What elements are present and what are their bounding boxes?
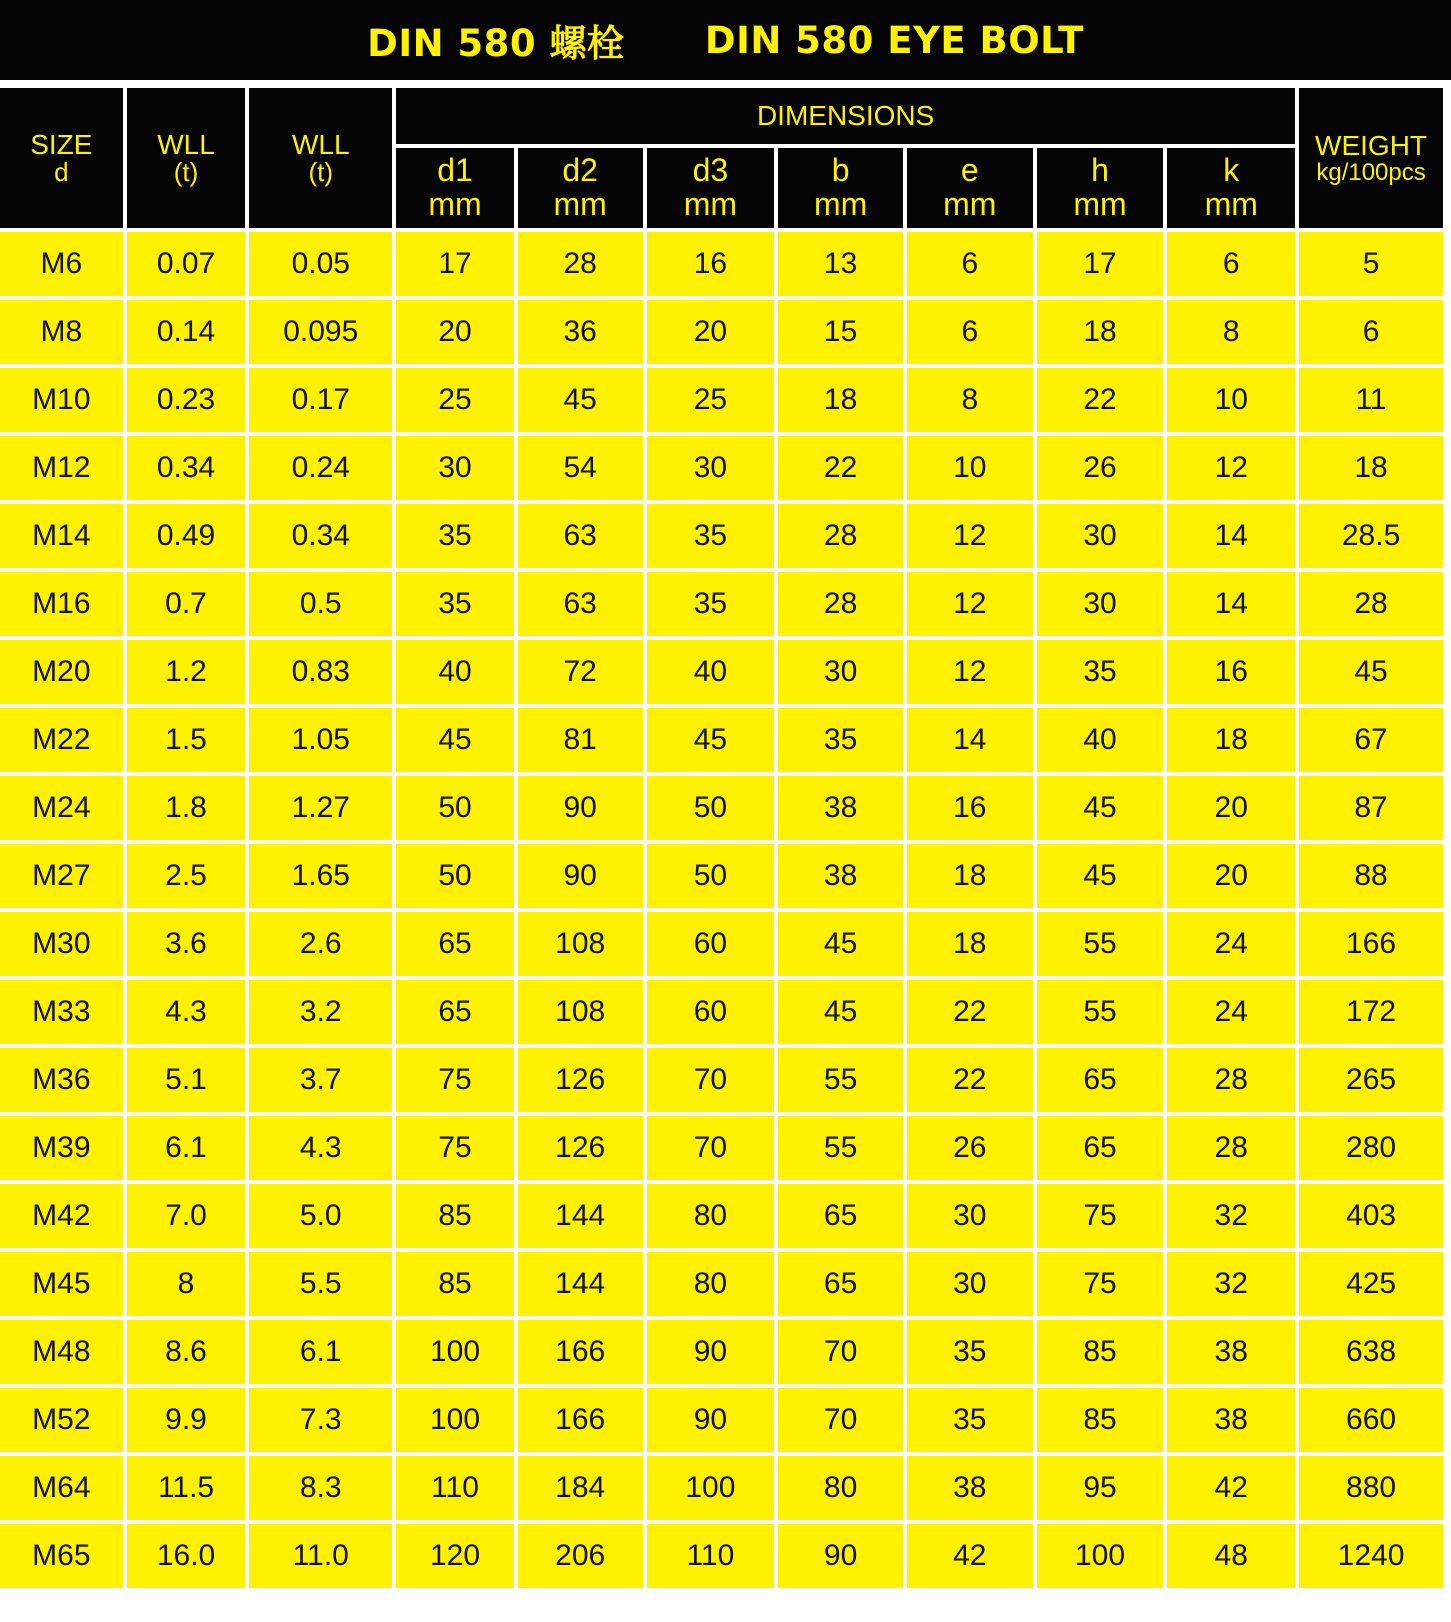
cell-d3: 80: [647, 1184, 775, 1248]
cell-size: M64: [0, 1456, 123, 1520]
header-d1: d1 mm: [396, 148, 514, 228]
table-row: [0, 640, 1443, 704]
cell-weight: 660: [1299, 1388, 1443, 1452]
cell-k: 24: [1167, 912, 1295, 976]
cell-wll-1: 0.07: [127, 232, 246, 296]
table-row: [0, 1252, 1443, 1316]
cell-b: 28: [778, 572, 903, 636]
cell-h: 55: [1037, 980, 1164, 1044]
cell-size: M20: [0, 640, 123, 704]
cell-size: M10: [0, 368, 123, 432]
table-row: [0, 776, 1443, 840]
cell-size: M12: [0, 436, 123, 500]
cell-h: 35: [1037, 640, 1164, 704]
cell-d2: 166: [518, 1388, 643, 1452]
cell-b: 65: [778, 1184, 903, 1248]
cell-d2: 126: [518, 1048, 643, 1112]
cell-b: 65: [778, 1252, 903, 1316]
cell-weight: 87: [1299, 776, 1443, 840]
cell-e: 12: [907, 572, 1033, 636]
cell-d3: 35: [647, 572, 775, 636]
cell-wll-1: 5.1: [127, 1048, 246, 1112]
cell-wll-1: 0.14: [127, 300, 246, 364]
table-row: [0, 504, 1443, 568]
cell-wll-2: 1.27: [249, 776, 392, 840]
header-d3: d3 mm: [647, 148, 775, 228]
cell-k: 32: [1167, 1184, 1295, 1248]
cell-wll-2: 6.1: [249, 1320, 392, 1384]
cell-wll-1: 0.7: [127, 572, 246, 636]
cell-weight: 6: [1299, 300, 1443, 364]
cell-weight: 425: [1299, 1252, 1443, 1316]
cell-size: M6: [0, 232, 123, 296]
cell-d2: 206: [518, 1524, 643, 1588]
cell-h: 95: [1037, 1456, 1164, 1520]
cell-e: 42: [907, 1524, 1033, 1588]
cell-h: 75: [1037, 1252, 1164, 1316]
cell-d3: 90: [647, 1388, 775, 1452]
cell-h: 18: [1037, 300, 1164, 364]
cell-b: 70: [778, 1320, 903, 1384]
cell-e: 18: [907, 844, 1033, 908]
cell-size: M45: [0, 1252, 123, 1316]
cell-b: 55: [778, 1116, 903, 1180]
cell-b: 90: [778, 1524, 903, 1588]
cell-wll-1: 7.0: [127, 1184, 246, 1248]
cell-wll-1: 9.9: [127, 1388, 246, 1452]
header-k: k mm: [1167, 148, 1295, 228]
cell-d1: 120: [396, 1524, 514, 1588]
cell-b: 80: [778, 1456, 903, 1520]
cell-d2: 81: [518, 708, 643, 772]
table-row: [0, 436, 1443, 500]
cell-d1: 110: [396, 1456, 514, 1520]
cell-h: 40: [1037, 708, 1164, 772]
cell-d3: 35: [647, 504, 775, 568]
cell-e: 30: [907, 1252, 1033, 1316]
cell-d1: 35: [396, 504, 514, 568]
cell-b: 38: [778, 776, 903, 840]
cell-wll-1: 16.0: [127, 1524, 246, 1588]
cell-weight: 403: [1299, 1184, 1443, 1248]
cell-b: 55: [778, 1048, 903, 1112]
cell-d1: 50: [396, 844, 514, 908]
cell-h: 26: [1037, 436, 1164, 500]
cell-e: 8: [907, 368, 1033, 432]
cell-d1: 85: [396, 1252, 514, 1316]
cell-b: 22: [778, 436, 903, 500]
cell-weight: 172: [1299, 980, 1443, 1044]
cell-size: M8: [0, 300, 123, 364]
cell-k: 6: [1167, 232, 1295, 296]
cell-wll-1: 1.2: [127, 640, 246, 704]
cell-d2: 166: [518, 1320, 643, 1384]
cell-k: 14: [1167, 504, 1295, 568]
title-chinese: DIN 580 螺栓: [367, 22, 625, 65]
header-e: e mm: [907, 148, 1033, 228]
cell-wll-2: 4.3: [249, 1116, 392, 1180]
cell-k: 20: [1167, 844, 1295, 908]
table-row: [0, 844, 1443, 908]
cell-h: 85: [1037, 1388, 1164, 1452]
cell-d1: 100: [396, 1388, 514, 1452]
cell-d2: 63: [518, 504, 643, 568]
cell-weight: 28.5: [1299, 504, 1443, 568]
header-size: SIZE d: [0, 88, 123, 228]
cell-wll-2: 0.34: [249, 504, 392, 568]
cell-wll-2: 1.05: [249, 708, 392, 772]
cell-wll-1: 1.8: [127, 776, 246, 840]
title-bar: [0, 0, 1451, 80]
cell-b: 35: [778, 708, 903, 772]
cell-d1: 85: [396, 1184, 514, 1248]
cell-e: 16: [907, 776, 1033, 840]
cell-wll-2: 5.0: [249, 1184, 392, 1248]
cell-k: 38: [1167, 1388, 1295, 1452]
table-body: [0, 232, 1443, 1588]
cell-e: 12: [907, 504, 1033, 568]
cell-h: 55: [1037, 912, 1164, 976]
cell-wll-2: 1.65: [249, 844, 392, 908]
cell-d2: 63: [518, 572, 643, 636]
cell-h: 45: [1037, 776, 1164, 840]
cell-d3: 70: [647, 1116, 775, 1180]
cell-b: 45: [778, 980, 903, 1044]
cell-h: 30: [1037, 572, 1164, 636]
header-weight: WEIGHT kg/100pcs: [1299, 88, 1443, 228]
cell-d2: 54: [518, 436, 643, 500]
cell-size: M16: [0, 572, 123, 636]
cell-h: 100: [1037, 1524, 1164, 1588]
cell-size: M52: [0, 1388, 123, 1452]
cell-wll-2: 3.2: [249, 980, 392, 1044]
cell-d3: 60: [647, 980, 775, 1044]
cell-d3: 50: [647, 776, 775, 840]
cell-d1: 65: [396, 980, 514, 1044]
cell-size: M27: [0, 844, 123, 908]
cell-d2: 45: [518, 368, 643, 432]
cell-d2: 90: [518, 776, 643, 840]
cell-wll-1: 1.5: [127, 708, 246, 772]
cell-wll-1: 2.5: [127, 844, 246, 908]
cell-d2: 90: [518, 844, 643, 908]
cell-wll-1: 0.34: [127, 436, 246, 500]
cell-d1: 20: [396, 300, 514, 364]
cell-d2: 72: [518, 640, 643, 704]
table-row: [0, 980, 1443, 1044]
table-row: [0, 1048, 1443, 1112]
cell-b: 15: [778, 300, 903, 364]
cell-wll-1: 4.3: [127, 980, 246, 1044]
cell-weight: 638: [1299, 1320, 1443, 1384]
cell-weight: 28: [1299, 572, 1443, 636]
header-row-top: [0, 88, 1443, 144]
cell-k: 16: [1167, 640, 1295, 704]
cell-d3: 40: [647, 640, 775, 704]
table-row: [0, 708, 1443, 772]
cell-d1: 75: [396, 1116, 514, 1180]
table-row: [0, 300, 1443, 364]
cell-h: 75: [1037, 1184, 1164, 1248]
cell-e: 22: [907, 980, 1033, 1044]
cell-wll-2: 11.0: [249, 1524, 392, 1588]
cell-d1: 75: [396, 1048, 514, 1112]
cell-d1: 25: [396, 368, 514, 432]
cell-wll-1: 3.6: [127, 912, 246, 976]
cell-d2: 144: [518, 1252, 643, 1316]
table-row: [0, 1456, 1443, 1520]
table-row: [0, 1388, 1443, 1452]
cell-d3: 70: [647, 1048, 775, 1112]
title-english: DIN 580 EYE BOLT: [704, 18, 1084, 62]
cell-d3: 80: [647, 1252, 775, 1316]
cell-wll-2: 0.05: [249, 232, 392, 296]
cell-e: 12: [907, 640, 1033, 704]
header-dimensions: DIMENSIONS: [396, 88, 1295, 144]
cell-wll-2: 0.17: [249, 368, 392, 432]
cell-d2: 184: [518, 1456, 643, 1520]
cell-d2: 28: [518, 232, 643, 296]
cell-d3: 90: [647, 1320, 775, 1384]
cell-d1: 50: [396, 776, 514, 840]
cell-e: 10: [907, 436, 1033, 500]
cell-size: M30: [0, 912, 123, 976]
header-wll-1: WLL (t): [127, 88, 246, 228]
cell-e: 35: [907, 1320, 1033, 1384]
cell-wll-2: 0.24: [249, 436, 392, 500]
cell-e: 18: [907, 912, 1033, 976]
cell-h: 30: [1037, 504, 1164, 568]
cell-wll-2: 8.3: [249, 1456, 392, 1520]
cell-h: 45: [1037, 844, 1164, 908]
cell-wll-2: 0.095: [249, 300, 392, 364]
cell-h: 85: [1037, 1320, 1164, 1384]
table-row: [0, 1184, 1443, 1248]
cell-weight: 67: [1299, 708, 1443, 772]
header-b: b mm: [778, 148, 903, 228]
cell-weight: 11: [1299, 368, 1443, 432]
header-h: h mm: [1037, 148, 1164, 228]
eye-bolt-spec-table: [0, 84, 1447, 1592]
table-row: [0, 1320, 1443, 1384]
table-row: [0, 912, 1443, 976]
cell-d3: 60: [647, 912, 775, 976]
table-row: [0, 1524, 1443, 1588]
cell-h: 65: [1037, 1048, 1164, 1112]
cell-size: M22: [0, 708, 123, 772]
cell-d2: 126: [518, 1116, 643, 1180]
cell-h: 65: [1037, 1116, 1164, 1180]
cell-b: 70: [778, 1388, 903, 1452]
cell-d1: 40: [396, 640, 514, 704]
cell-wll-1: 11.5: [127, 1456, 246, 1520]
cell-k: 12: [1167, 436, 1295, 500]
cell-k: 24: [1167, 980, 1295, 1044]
cell-weight: 280: [1299, 1116, 1443, 1180]
cell-d2: 36: [518, 300, 643, 364]
cell-b: 18: [778, 368, 903, 432]
cell-d1: 30: [396, 436, 514, 500]
cell-wll-2: 7.3: [249, 1388, 392, 1452]
cell-e: 38: [907, 1456, 1033, 1520]
cell-size: M39: [0, 1116, 123, 1180]
table-row: [0, 368, 1443, 432]
cell-d2: 144: [518, 1184, 643, 1248]
cell-d1: 100: [396, 1320, 514, 1384]
title-gap: [625, 19, 705, 62]
cell-size: M48: [0, 1320, 123, 1384]
cell-d1: 17: [396, 232, 514, 296]
cell-wll-1: 8.6: [127, 1320, 246, 1384]
cell-e: 14: [907, 708, 1033, 772]
cell-wll-1: 0.49: [127, 504, 246, 568]
cell-weight: 45: [1299, 640, 1443, 704]
cell-size: M33: [0, 980, 123, 1044]
cell-size: M36: [0, 1048, 123, 1112]
cell-size: M24: [0, 776, 123, 840]
table-row: [0, 1116, 1443, 1180]
cell-wll-2: 3.7: [249, 1048, 392, 1112]
cell-d3: 20: [647, 300, 775, 364]
cell-d3: 30: [647, 436, 775, 500]
cell-d2: 108: [518, 980, 643, 1044]
cell-e: 6: [907, 300, 1033, 364]
cell-b: 28: [778, 504, 903, 568]
cell-d2: 108: [518, 912, 643, 976]
cell-k: 28: [1167, 1048, 1295, 1112]
cell-wll-1: 8: [127, 1252, 246, 1316]
cell-k: 8: [1167, 300, 1295, 364]
cell-k: 32: [1167, 1252, 1295, 1316]
header-wll-2: WLL (t): [249, 88, 392, 228]
cell-wll-1: 0.23: [127, 368, 246, 432]
cell-k: 10: [1167, 368, 1295, 432]
cell-e: 22: [907, 1048, 1033, 1112]
cell-d3: 25: [647, 368, 775, 432]
table-row: [0, 232, 1443, 296]
cell-size: M14: [0, 504, 123, 568]
cell-size: M42: [0, 1184, 123, 1248]
cell-b: 45: [778, 912, 903, 976]
cell-wll-2: 2.6: [249, 912, 392, 976]
cell-d3: 16: [647, 232, 775, 296]
cell-d1: 35: [396, 572, 514, 636]
cell-e: 26: [907, 1116, 1033, 1180]
cell-e: 6: [907, 232, 1033, 296]
cell-wll-2: 0.5: [249, 572, 392, 636]
cell-e: 35: [907, 1388, 1033, 1452]
header-d2: d2 mm: [518, 148, 643, 228]
cell-wll-2: 0.83: [249, 640, 392, 704]
cell-wll-2: 5.5: [249, 1252, 392, 1316]
cell-k: 42: [1167, 1456, 1295, 1520]
cell-weight: 88: [1299, 844, 1443, 908]
cell-b: 30: [778, 640, 903, 704]
cell-weight: 265: [1299, 1048, 1443, 1112]
cell-k: 48: [1167, 1524, 1295, 1588]
cell-h: 17: [1037, 232, 1164, 296]
cell-d3: 45: [647, 708, 775, 772]
cell-k: 20: [1167, 776, 1295, 840]
cell-k: 14: [1167, 572, 1295, 636]
cell-size: M65: [0, 1524, 123, 1588]
cell-d3: 110: [647, 1524, 775, 1588]
cell-b: 38: [778, 844, 903, 908]
cell-d1: 45: [396, 708, 514, 772]
cell-weight: 1240: [1299, 1524, 1443, 1588]
cell-h: 22: [1037, 368, 1164, 432]
cell-weight: 18: [1299, 436, 1443, 500]
cell-k: 18: [1167, 708, 1295, 772]
cell-b: 13: [778, 232, 903, 296]
cell-weight: 5: [1299, 232, 1443, 296]
cell-weight: 166: [1299, 912, 1443, 976]
table-row: [0, 572, 1443, 636]
cell-k: 28: [1167, 1116, 1295, 1180]
cell-e: 30: [907, 1184, 1033, 1248]
cell-weight: 880: [1299, 1456, 1443, 1520]
cell-d3: 100: [647, 1456, 775, 1520]
cell-d1: 65: [396, 912, 514, 976]
cell-d3: 50: [647, 844, 775, 908]
cell-k: 38: [1167, 1320, 1295, 1384]
cell-wll-1: 6.1: [127, 1116, 246, 1180]
